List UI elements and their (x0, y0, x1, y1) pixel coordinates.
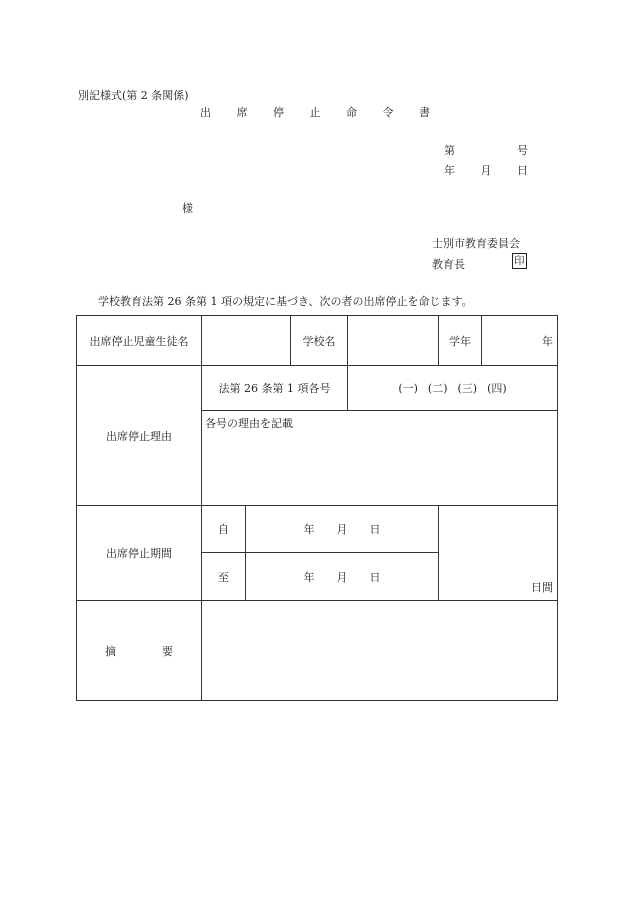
summary-char: 摘 (105, 644, 116, 658)
school-name-label: 学校名 (291, 316, 348, 366)
reason-option-2[interactable]: (二) (427, 382, 448, 395)
student-name-label: 出席停止児童生徒名 (77, 316, 202, 366)
title-char: 停 (273, 106, 284, 119)
from-label: 自 (202, 506, 246, 553)
reason-option-3[interactable]: (三) (457, 382, 478, 395)
suspension-form-table (76, 315, 558, 701)
document-date (444, 162, 528, 178)
doc-number-prefix: 第 (444, 144, 455, 157)
table-row (77, 601, 558, 701)
from-day: 日 (369, 523, 381, 536)
table-row (77, 316, 558, 366)
to-day: 日 (369, 570, 381, 584)
grade-label: 学年 (439, 316, 482, 366)
date-year: 年 (444, 164, 455, 177)
grade-field[interactable] (482, 316, 558, 366)
period-label: 出席停止期間 (77, 506, 202, 601)
title-char: 出 (200, 106, 211, 119)
from-year: 年 (303, 523, 315, 536)
title-char: 令 (382, 106, 394, 119)
reason-detail-hint: 各号の理由を記載 (205, 417, 293, 430)
days-unit: 日間 (531, 581, 553, 594)
addressee-suffix: 様 (182, 202, 193, 215)
date-day: 日 (517, 164, 528, 177)
document-title (200, 104, 430, 120)
student-name-field[interactable] (202, 316, 291, 366)
reason-law-label: 法第 26 条第 1 項各号 (202, 366, 348, 411)
days-count-field[interactable] (439, 506, 558, 601)
order-statement: 学校教育法第 26 条第 1 項の規定に基づき、次の者の出席停止を命じます。 (98, 295, 473, 308)
title-char: 書 (419, 106, 430, 119)
to-date-field[interactable] (246, 553, 439, 601)
summary-field[interactable] (202, 601, 558, 701)
table-row (77, 366, 558, 411)
title-char: 席 (236, 106, 248, 119)
issuer-organization: 士別市教育委員会 (432, 237, 520, 250)
date-month: 月 (480, 164, 492, 177)
reason-label: 出席停止理由 (77, 366, 202, 506)
issuer-title: 教育長 (432, 258, 465, 271)
from-date-field[interactable] (246, 506, 439, 553)
reason-option-1[interactable]: (一) (398, 382, 418, 395)
doc-number-suffix: 号 (517, 144, 528, 157)
table-row (77, 506, 558, 553)
reason-option-4[interactable]: (四) (487, 382, 507, 395)
reason-detail-field[interactable] (202, 411, 558, 506)
school-name-field[interactable] (348, 316, 439, 366)
reason-options (348, 366, 558, 411)
title-char: 止 (309, 106, 321, 119)
seal-mark: 印 (514, 255, 525, 267)
grade-unit: 年 (542, 334, 553, 348)
title-char: 命 (346, 106, 357, 119)
to-year: 年 (303, 570, 315, 584)
document-number (444, 142, 528, 158)
form-reference: 別記様式(第 2 条関係) (78, 89, 189, 102)
summary-char: 要 (162, 644, 173, 658)
from-month: 月 (336, 523, 348, 536)
summary-label (77, 601, 202, 701)
to-month: 月 (336, 570, 348, 584)
to-label: 至 (202, 553, 246, 601)
